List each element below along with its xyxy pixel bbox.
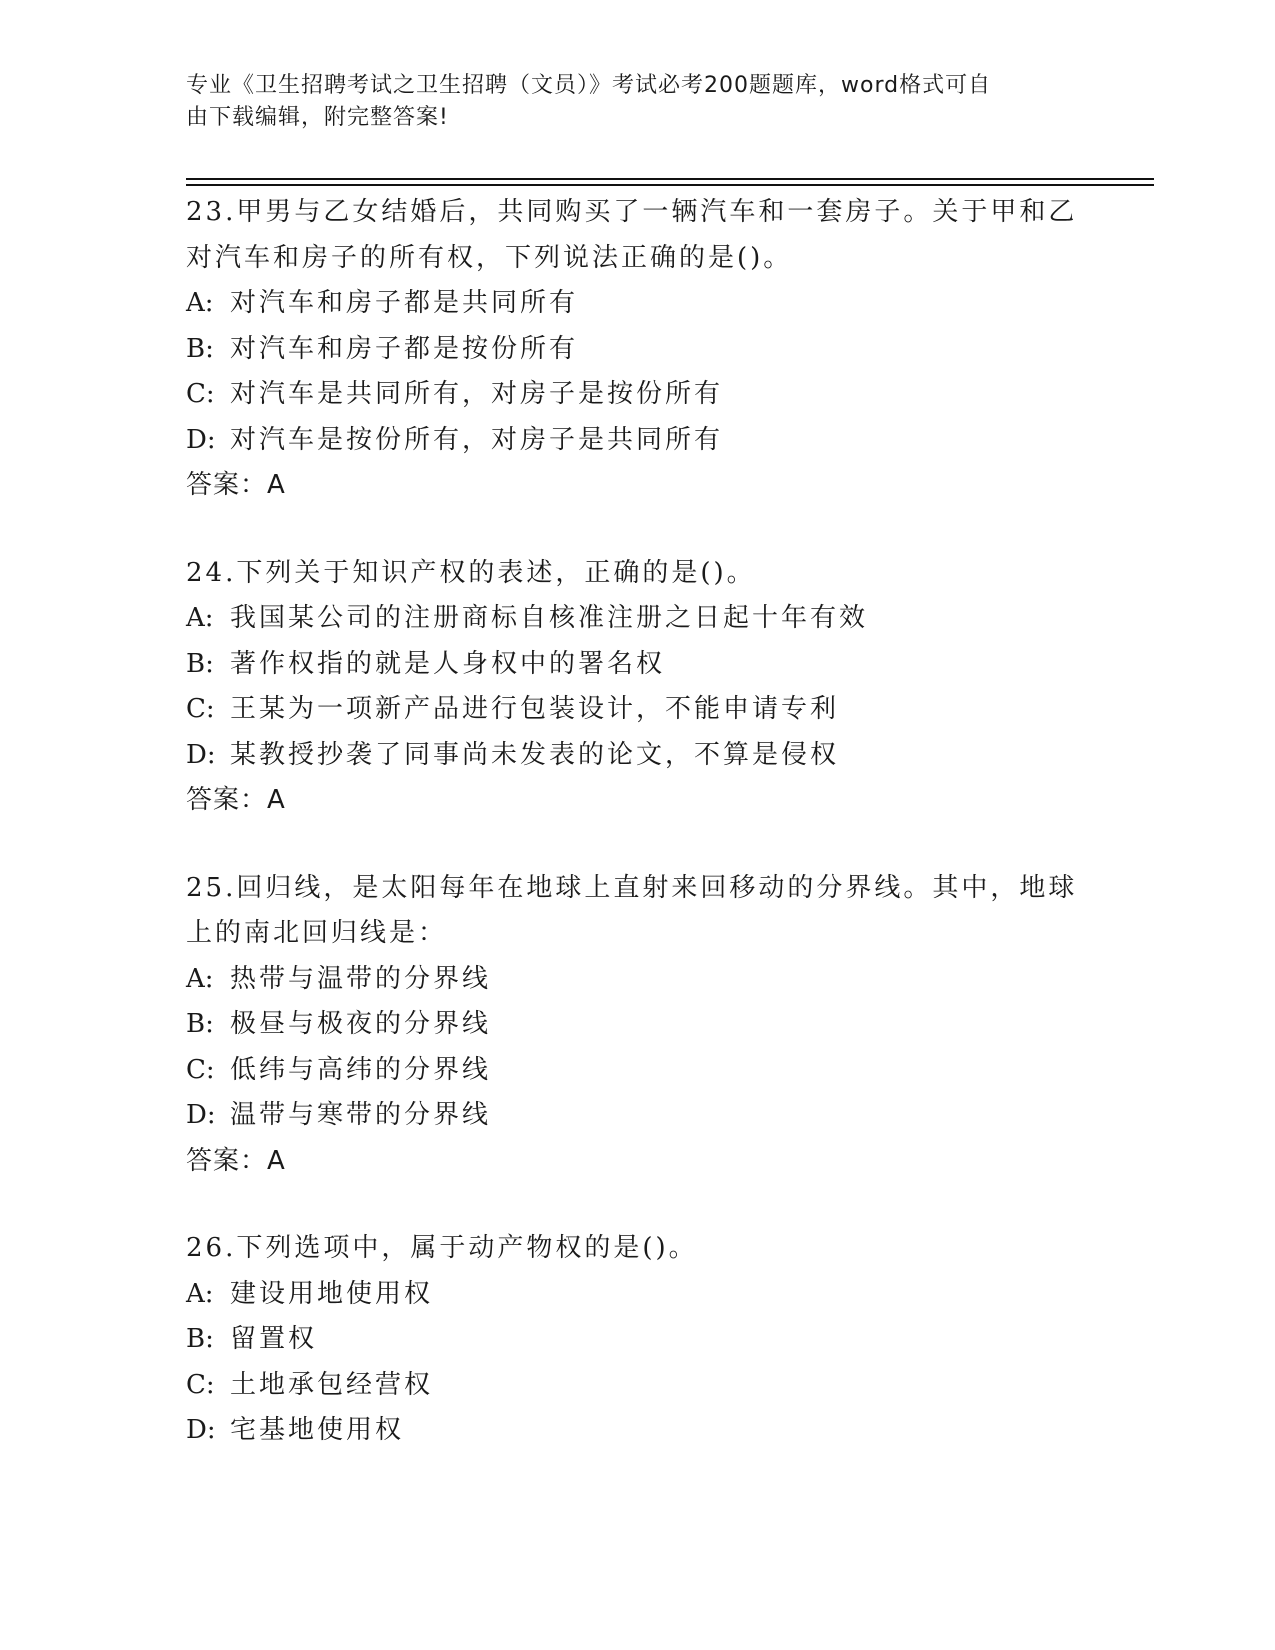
option-letter: B:	[186, 648, 214, 679]
question-26	[186, 1226, 1086, 1454]
option-letter: C:	[186, 1369, 215, 1400]
header-line-2: 由下载编辑，附完整答案!	[186, 105, 449, 130]
option-a	[186, 281, 1086, 327]
option-letter: C:	[186, 379, 215, 409]
question-25	[186, 866, 1086, 1185]
header-line-1: 专业《卫生招聘考试之卫生招聘（文员）》考试必考200题题库，word格式可自	[186, 73, 992, 98]
question-stem: 对汽车和房子的所有权，下列说法正确的是()。	[186, 242, 793, 273]
question-24	[186, 551, 1086, 824]
option-d	[186, 733, 1086, 779]
question-23	[186, 190, 1086, 509]
option-text: 留置权	[230, 1324, 318, 1354]
question-stem: 24.下列关于知识产权的表述，正确的是()。	[186, 557, 756, 588]
option-text: 我国某公司的注册商标自核准注册之日起十年有效	[230, 603, 869, 633]
question-stem: 25.回归线，是太阳每年在地球上直射来回移动的分界线。其中，地球	[186, 872, 1078, 903]
option-a	[186, 1272, 1086, 1318]
option-text: 极昼与极夜的分界线	[230, 1009, 492, 1039]
option-letter: A:	[186, 963, 214, 994]
option-text: 宅基地使用权	[230, 1415, 405, 1445]
option-letter: D:	[186, 1415, 216, 1445]
option-text: 对汽车是按份所有，对房子是共同所有	[230, 424, 724, 455]
option-letter: A:	[186, 288, 214, 318]
answer-line: 答案：A	[186, 1145, 286, 1176]
option-c	[186, 372, 1086, 418]
option-b	[186, 1002, 1086, 1048]
question-stem: 上的南北回归线是：	[186, 918, 448, 948]
option-a	[186, 957, 1086, 1003]
option-text: 对汽车和房子都是按份所有	[230, 333, 579, 364]
option-letter: D:	[186, 739, 216, 770]
option-letter: B:	[186, 1009, 214, 1039]
header-rule-bottom	[186, 184, 1154, 186]
option-text: 著作权指的就是人身权中的署名权	[230, 648, 666, 679]
option-letter: D:	[186, 1100, 216, 1130]
option-a	[186, 596, 1086, 642]
option-c	[186, 687, 1086, 733]
option-text: 王某为一项新产品进行包装设计，不能申请专利	[230, 694, 840, 724]
question-stem: 23.甲男与乙女结婚后，共同购买了一辆汽车和一套房子。关于甲和乙	[186, 197, 1078, 227]
option-letter: C:	[186, 1054, 215, 1085]
option-b	[186, 1317, 1086, 1363]
option-letter: C:	[186, 694, 215, 724]
option-d	[186, 418, 1086, 464]
option-text: 热带与温带的分界线	[230, 963, 492, 994]
option-d	[186, 1093, 1086, 1139]
option-c	[186, 1363, 1086, 1409]
question-stem: 26.下列选项中，属于动产物权的是()。	[186, 1233, 698, 1263]
option-text: 某教授抄袭了同事尚未发表的论文，不算是侵权	[230, 739, 840, 770]
header-rule-top	[186, 178, 1154, 180]
answer-line: 答案：A	[186, 470, 286, 500]
option-letter: B:	[186, 1324, 214, 1354]
option-text: 对汽车和房子都是共同所有	[230, 288, 579, 318]
option-text: 建设用地使用权	[230, 1278, 434, 1309]
question-list	[186, 190, 1086, 1496]
option-letter: A:	[186, 603, 214, 633]
document-header	[186, 70, 1066, 134]
option-letter: A:	[186, 1278, 214, 1309]
option-b	[186, 327, 1086, 373]
option-b	[186, 642, 1086, 688]
option-c	[186, 1048, 1086, 1094]
answer-line: 答案：A	[186, 785, 286, 815]
option-d	[186, 1408, 1086, 1454]
option-letter: B:	[186, 333, 214, 364]
option-letter: D:	[186, 424, 216, 455]
option-text: 对汽车是共同所有，对房子是按份所有	[230, 379, 724, 409]
option-text: 温带与寒带的分界线	[230, 1100, 492, 1130]
option-text: 土地承包经营权	[230, 1369, 434, 1400]
option-text: 低纬与高纬的分界线	[230, 1054, 492, 1085]
